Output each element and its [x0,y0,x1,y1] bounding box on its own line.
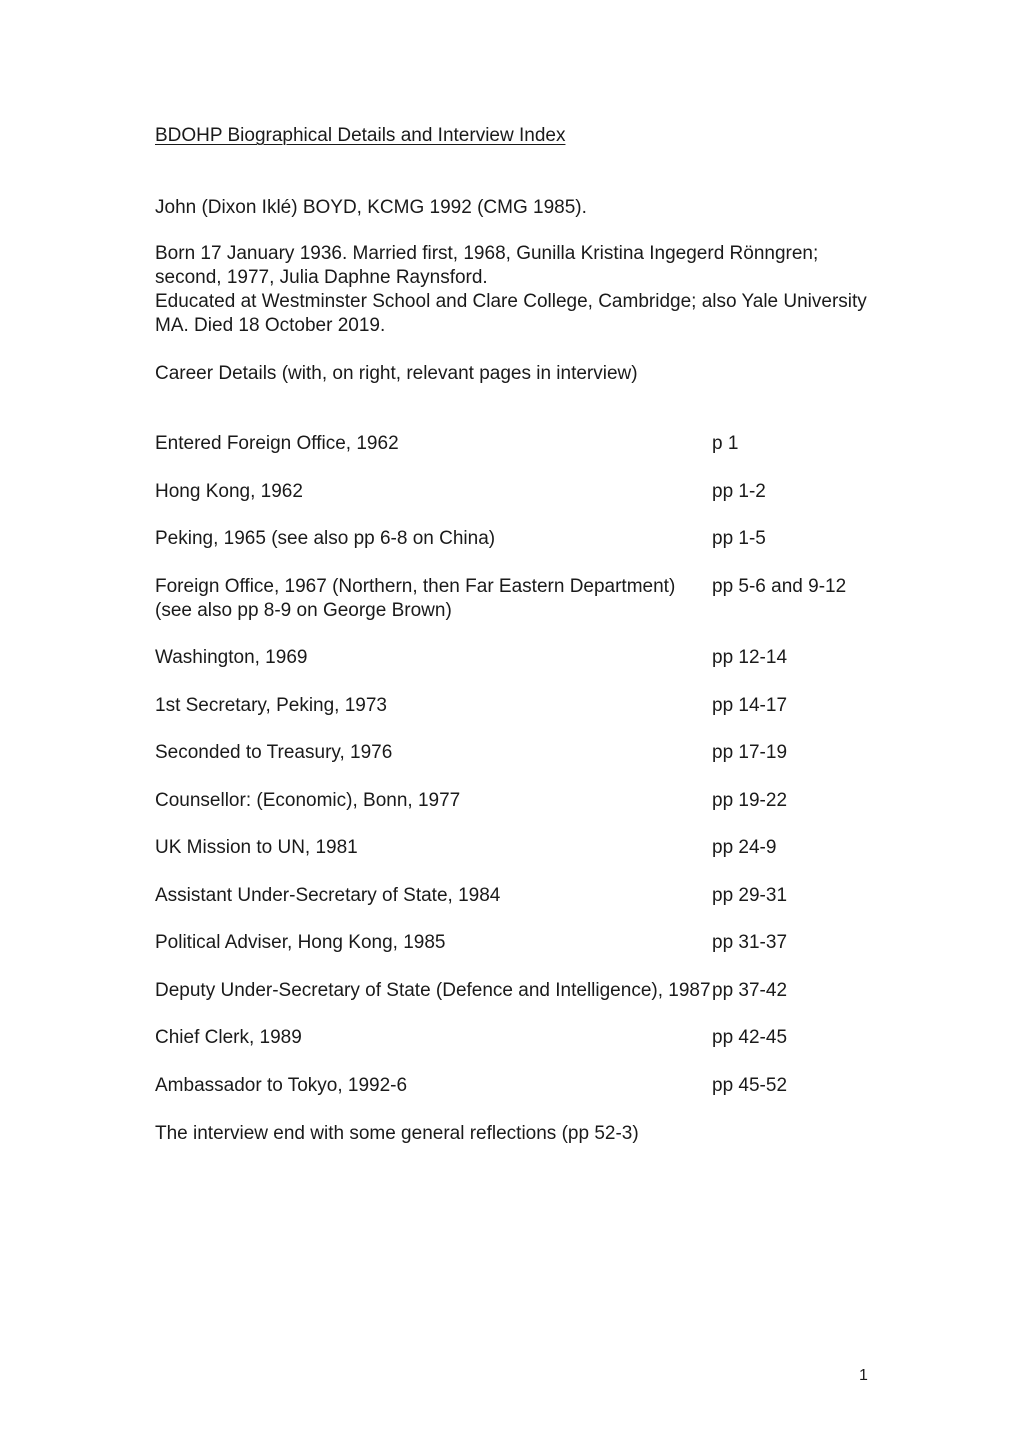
biography-line: Born 17 January 1936. Married first, 1968, Gunilla Kristina Ingegerd Rönngren; [155,243,819,264]
career-post [155,884,500,908]
career-pages: pp 45-52 [712,1075,788,1096]
career-pages: pp 5-6 and 9-12 [712,576,847,597]
career-post [155,1074,407,1098]
biography-line: Educated at Westminster School and Clare College, Cambridge; also Yale University [155,291,867,312]
career-pages: pp 37-42 [712,980,788,1001]
career-post-line: Entered Foreign Office, 1962 [155,433,399,454]
career-post [155,480,303,504]
career-post-line: Chief Clerk, 1989 [155,1027,302,1048]
biography-line: MA. Died 18 October 2019. [155,315,386,336]
career-post [155,789,460,813]
career-pages: pp 42-45 [712,1027,788,1048]
career-post-line: Peking, 1965 (see also pp 6-8 on China) [155,528,496,549]
career-post [155,741,392,765]
career-heading: Career Details (with, on right, relevant pages in interview) [155,363,638,384]
career-post-line: Hong Kong, 1962 [155,481,303,502]
career-post [155,836,358,860]
career-post-line: 1st Secretary, Peking, 1973 [155,695,387,716]
biography-line: second, 1977, Julia Daphne Raynsford. [155,267,488,288]
career-pages: pp 29-31 [712,885,788,906]
career-pages: pp 1-5 [712,528,766,549]
career-pages: pp 24-9 [712,837,777,858]
career-post-line: UK Mission to UN, 1981 [155,837,358,858]
career-post-line: Deputy Under-Secretary of State (Defence and Intelligence), 1987 [155,980,711,1001]
career-post-line: (see also pp 8-9 on George Brown) [155,600,452,621]
career-post-line: Seconded to Treasury, 1976 [155,742,393,763]
biography-paragraph [155,242,867,338]
document-title: BDOHP Biographical Details and Interview Index [155,125,566,146]
career-pages: pp 14-17 [712,695,788,716]
career-pages: pp 17-19 [712,742,788,763]
career-pages: pp 1-2 [712,481,766,502]
closing-note: The interview end with some general reflections (pp 52-3) [155,1123,639,1144]
career-post [155,575,675,623]
career-post [155,931,445,955]
page-number: 1 [859,1367,868,1384]
career-post [155,432,399,456]
career-post-line: Foreign Office, 1967 (Northern, then Far Eastern Department) [155,576,676,597]
career-post-line: Ambassador to Tokyo, 1992-6 [155,1075,408,1096]
career-pages: pp 31-37 [712,932,788,953]
career-post-line: Counsellor: (Economic), Bonn, 1977 [155,790,461,811]
career-pages: p 1 [712,433,739,454]
career-post-line: Washington, 1969 [155,647,308,668]
career-post [155,527,495,551]
career-post-line: Assistant Under-Secretary of State, 1984 [155,885,501,906]
subject-name: John (Dixon Iklé) BOYD, KCMG 1992 (CMG 1985). [155,197,587,218]
career-post [155,1026,302,1050]
career-post [155,979,711,1003]
career-post [155,646,307,670]
career-pages: pp 19-22 [712,790,788,811]
career-post [155,694,387,718]
career-pages: pp 12-14 [712,647,788,668]
career-post-line: Political Adviser, Hong Kong, 1985 [155,932,446,953]
